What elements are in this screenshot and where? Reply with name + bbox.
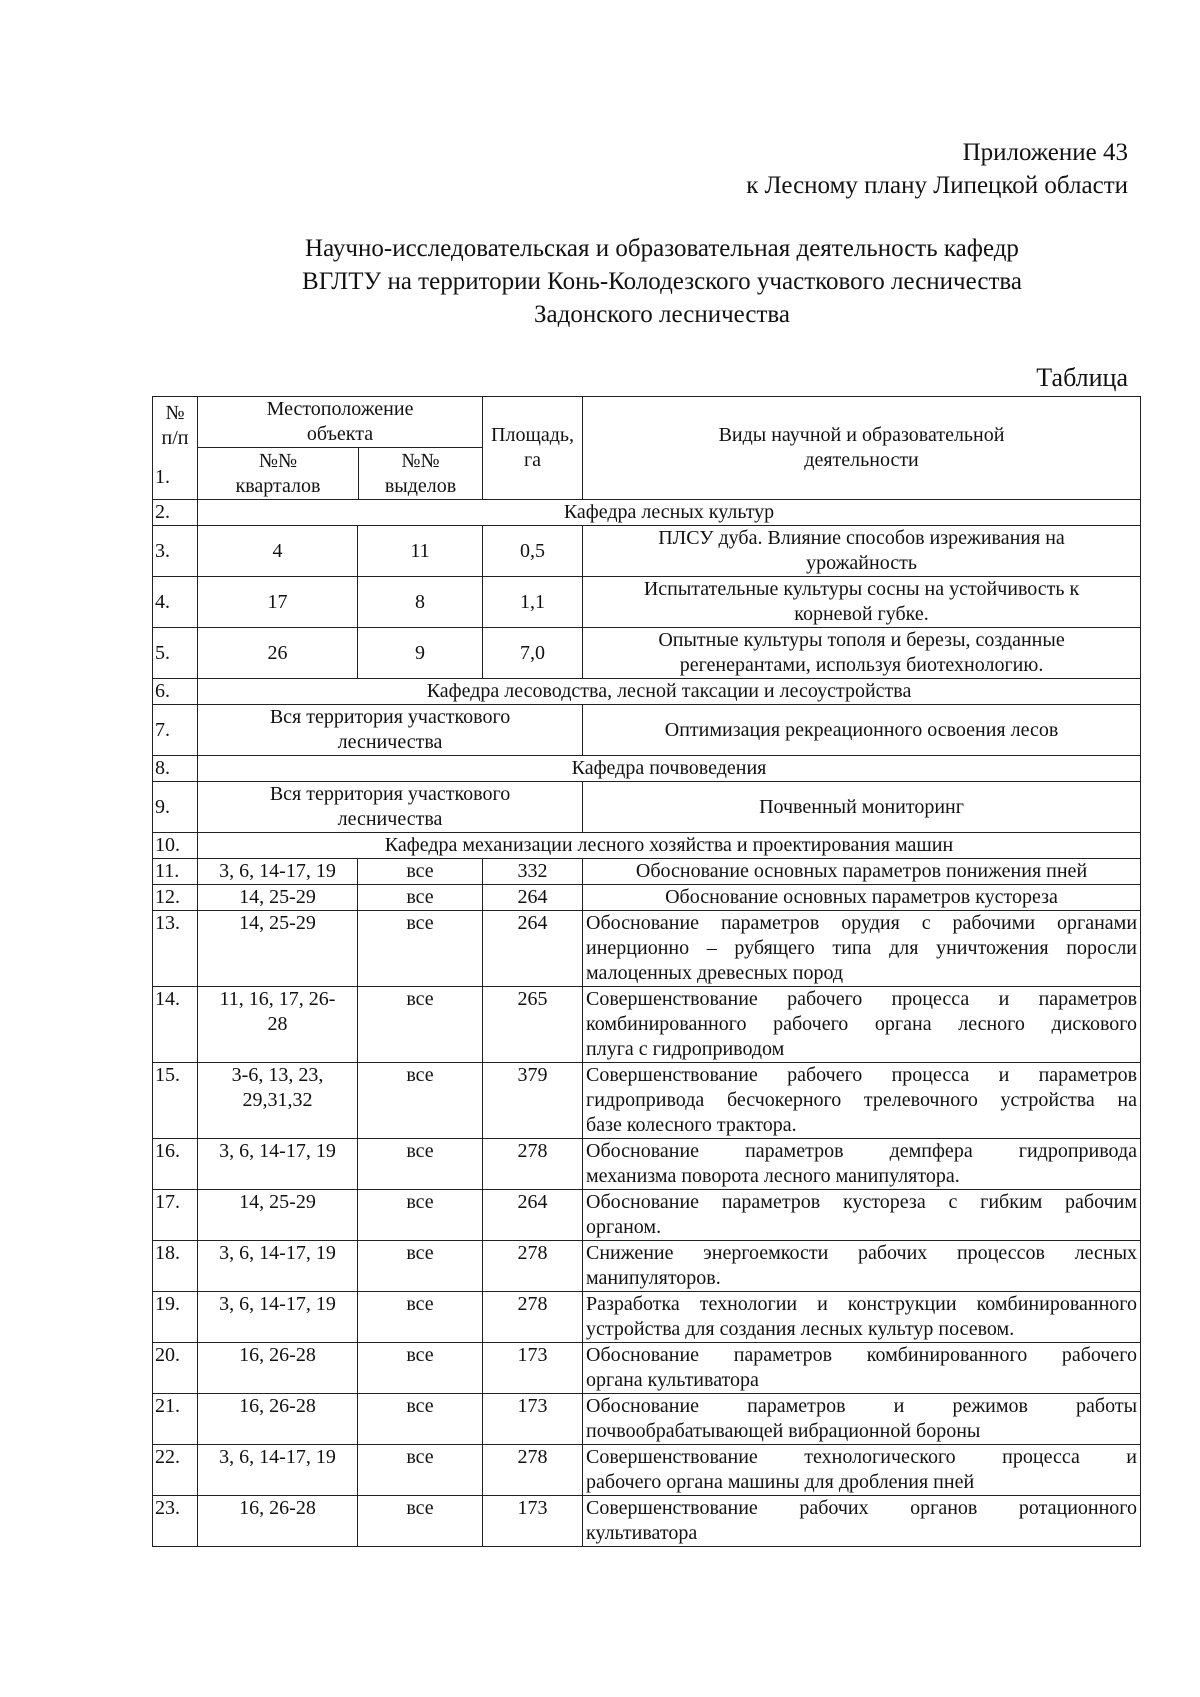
location-line-1: Вся территория участкового [269, 706, 511, 728]
document-title [140, 232, 1184, 331]
activity-cell [583, 1343, 1141, 1394]
plots-cell: все [358, 885, 483, 911]
plots-cell: все [358, 1190, 483, 1241]
activity-line-1: Совершенствование рабочего процесса и параметров [586, 988, 1138, 1010]
table-row [153, 705, 1141, 756]
section-row [153, 833, 1141, 859]
row-number: 6. [153, 679, 198, 705]
activity-line-2: манипуляторов. [586, 1267, 721, 1289]
quarters-line-1: 3-6, 13, 23, [231, 1064, 324, 1086]
row-number: 4. [153, 577, 198, 628]
activity-cell [583, 911, 1141, 987]
quarters-cell: 3, 6, 14-17, 19 [198, 1292, 358, 1343]
activity-cell [583, 1190, 1141, 1241]
area-cell: 278 [483, 1241, 583, 1292]
location-line-2: лесничества [337, 808, 443, 830]
activity-line-2: механизма поворота лесного манипулятора. [586, 1165, 960, 1187]
table-row [153, 911, 1141, 987]
activity-table [152, 396, 1141, 1547]
header-location [198, 397, 483, 500]
section-row [153, 756, 1141, 782]
activity-cell: Обоснование основных параметров кустореза [583, 885, 1141, 911]
activity-line-2: регенерантами, используя биотехнологию. [679, 654, 1044, 676]
header-area [483, 397, 583, 500]
location-line-2: лесничества [337, 731, 443, 753]
activity-cell [583, 1496, 1141, 1547]
activity-line-2: органа культиватора [586, 1369, 759, 1391]
activity-line-1: Разработка технологии и конструкции комбинированного [586, 1293, 1138, 1315]
department-name: Кафедра лесных культур [198, 500, 1141, 526]
header-quarters-symbol: №№ [258, 449, 298, 472]
plots-cell: 8 [358, 577, 483, 628]
plots-cell: все [358, 1343, 483, 1394]
row-number: 18. [153, 1241, 198, 1292]
plots-cell: все [358, 1394, 483, 1445]
quarters-cell: 16, 26-28 [198, 1394, 358, 1445]
area-cell: 278 [483, 1139, 583, 1190]
row-number: 20. [153, 1343, 198, 1394]
activity-line-2: гидропривода бесчокерного трелевочного устройства на [586, 1089, 1138, 1111]
quarters-cell: 4 [198, 526, 358, 577]
activity-line-2: инерционно – рубящего типа для уничтожения поросли [586, 937, 1138, 959]
activity-line-2: органом. [586, 1216, 662, 1238]
activity-cell [583, 1139, 1141, 1190]
activity-line-1: Обоснование параметров и режимов работы [586, 1395, 1138, 1417]
row-number: 23. [153, 1496, 198, 1547]
table-row [153, 628, 1141, 679]
row-number: 9. [153, 782, 198, 833]
header-types-line-1: Виды научной и образовательной [718, 424, 1005, 446]
quarters-cell: 3, 6, 14-17, 19 [198, 1445, 358, 1496]
header-number [153, 397, 198, 500]
activity-cell: Обоснование основных параметров понижения пней [583, 859, 1141, 885]
area-cell: 379 [483, 1063, 583, 1139]
activity-cell [583, 1063, 1141, 1139]
area-cell: 173 [483, 1394, 583, 1445]
area-cell: 265 [483, 987, 583, 1063]
row-number: 22. [153, 1445, 198, 1496]
section-row [153, 679, 1141, 705]
quarters-cell: 3, 6, 14-17, 19 [198, 1241, 358, 1292]
quarters-cell [198, 987, 358, 1063]
row-number: 15. [153, 1063, 198, 1139]
area-cell: 264 [483, 1190, 583, 1241]
activity-cell [583, 1394, 1141, 1445]
activity-line-2: устройства для создания лесных культур посевом. [586, 1318, 1015, 1340]
activity-line-1: ПЛСУ дуба. Влияние способов изреживания на [658, 527, 1065, 549]
table-row [153, 859, 1141, 885]
row-number: 16. [153, 1139, 198, 1190]
plots-cell: все [358, 1292, 483, 1343]
title-line-2: ВГЛТУ на территории Конь-Колодезского участкового лесничества [302, 268, 1022, 295]
plots-cell: 11 [358, 526, 483, 577]
activity-cell [583, 987, 1141, 1063]
activity-line-2: почвообрабатывающей вибрационной бороны [586, 1420, 981, 1442]
header-row-index: 1. [155, 465, 170, 488]
quarters-cell: 16, 26-28 [198, 1496, 358, 1547]
quarters-cell: 16, 26-28 [198, 1343, 358, 1394]
department-name: Кафедра лесоводства, лесной таксации и лесоустройства [198, 679, 1141, 705]
area-cell: 332 [483, 859, 583, 885]
activity-cell [583, 526, 1141, 577]
area-cell: 0,5 [483, 526, 583, 577]
activity-line-1: Опытные культуры тополя и березы, созданные [658, 629, 1065, 651]
area-cell: 264 [483, 885, 583, 911]
plots-cell: все [358, 1139, 483, 1190]
header-number-symbol: № [165, 402, 185, 424]
activity-line-1: Обоснование параметров комбинированного рабочего [586, 1344, 1138, 1366]
activity-line-2: корневой губке. [794, 603, 929, 625]
row-number: 11. [153, 859, 198, 885]
header-area-line-1: Площадь, [491, 424, 575, 446]
area-cell: 264 [483, 911, 583, 987]
activity-line-1: Обоснование параметров кустореза с гибким рабочим [586, 1191, 1138, 1213]
area-cell: 173 [483, 1496, 583, 1547]
table-row [153, 1190, 1141, 1241]
activity-line-1: Обоснование параметров демпфера гидропривода [586, 1140, 1138, 1162]
area-cell: 278 [483, 1292, 583, 1343]
activity-cell [583, 577, 1141, 628]
row-number: 12. [153, 885, 198, 911]
plots-cell: все [358, 1496, 483, 1547]
table-row [153, 885, 1141, 911]
row-number: 10. [153, 833, 198, 859]
location-cell [198, 705, 583, 756]
appendix-number: Приложение 43 [962, 139, 1128, 166]
table-row [153, 1292, 1141, 1343]
activity-line-3: плуга с гидроприводом [586, 1038, 785, 1060]
quarters-line-2: 28 [267, 1013, 288, 1035]
activity-cell [583, 1241, 1141, 1292]
area-cell: 1,1 [483, 577, 583, 628]
quarters-cell: 3, 6, 14-17, 19 [198, 859, 358, 885]
activity-cell: Почвенный мониторинг [583, 782, 1141, 833]
location-line-1: Вся территория участкового [269, 783, 511, 805]
quarters-cell: 14, 25-29 [198, 885, 358, 911]
plots-cell: все [358, 911, 483, 987]
quarters-line-2: 29,31,32 [242, 1089, 313, 1111]
header-activity-types [583, 397, 1141, 500]
table-row [153, 782, 1141, 833]
appendix-reference: к Лесному плану Липецкой области [746, 172, 1128, 199]
table-row [153, 1496, 1141, 1547]
row-number: 5. [153, 628, 198, 679]
activity-line-3: малоценных древесных пород [586, 962, 844, 984]
row-number: 2. [153, 500, 198, 526]
table-row [153, 1445, 1141, 1496]
header-location-line-1: Местоположение [266, 398, 414, 420]
activity-cell [583, 628, 1141, 679]
quarters-cell: 17 [198, 577, 358, 628]
header-area-line-2: га [523, 449, 542, 471]
header-number-abbr: п/п [161, 427, 189, 449]
activity-line-1: Совершенствование рабочих органов ротационного [586, 1497, 1138, 1519]
header-types-line-2: деятельности [804, 449, 919, 471]
activity-line-2: комбинированного рабочего органа лесного дискового [586, 1013, 1138, 1035]
activity-line-1: Обоснование параметров орудия с рабочими органами [586, 912, 1138, 934]
table-row [153, 1063, 1141, 1139]
plots-cell: все [358, 1445, 483, 1496]
activity-line-1: Снижение энергоемкости рабочих процессов лесных [586, 1242, 1138, 1264]
quarters-line-1: 11, 16, 17, 26- [219, 988, 336, 1010]
activity-line-3: базе колесного трактора. [586, 1114, 797, 1136]
quarters-cell: 26 [198, 628, 358, 679]
activity-line-2: урожайность [806, 552, 917, 574]
header-quarters: кварталов [235, 474, 321, 497]
title-line-1: Научно-исследовательская и образовательная деятельность кафедр [305, 235, 1019, 262]
activity-line-1: Совершенствование технологического процесса и [586, 1446, 1138, 1468]
table-row [153, 526, 1141, 577]
table-row [153, 1241, 1141, 1292]
table-row [153, 1139, 1141, 1190]
department-name: Кафедра почвоведения [198, 756, 1141, 782]
quarters-cell: 14, 25-29 [198, 1190, 358, 1241]
row-number: 14. [153, 987, 198, 1063]
activity-line-1: Совершенствование рабочего процесса и параметров [586, 1064, 1138, 1086]
row-number: 21. [153, 1394, 198, 1445]
plots-cell: все [358, 987, 483, 1063]
plots-cell: 9 [358, 628, 483, 679]
area-cell: 278 [483, 1445, 583, 1496]
table-row [153, 1343, 1141, 1394]
location-cell [198, 782, 583, 833]
section-row [153, 500, 1141, 526]
header-plots-symbol: №№ [401, 449, 440, 472]
activity-cell [583, 1445, 1141, 1496]
quarters-cell: 3, 6, 14-17, 19 [198, 1139, 358, 1190]
header-location-line-2: объекта [306, 423, 374, 445]
activity-line-1: Испытательные культуры сосны на устойчивость к [643, 578, 1080, 600]
activity-cell: Оптимизация рекреационного освоения лесов [583, 705, 1141, 756]
area-cell: 173 [483, 1343, 583, 1394]
table-label: Таблица [1036, 363, 1128, 392]
plots-cell: все [358, 1063, 483, 1139]
plots-cell: все [358, 859, 483, 885]
table-header-row [153, 397, 1141, 500]
area-cell: 7,0 [483, 628, 583, 679]
activity-line-2: рабочего органа машины для дробления пней [586, 1471, 975, 1493]
row-number: 8. [153, 756, 198, 782]
appendix-caption [746, 136, 1128, 202]
title-line-3: Задонского лесничества [533, 301, 790, 328]
row-number: 17. [153, 1190, 198, 1241]
activity-line-2: культиватора [586, 1522, 698, 1544]
department-name: Кафедра механизации лесного хозяйства и проектирования машин [198, 833, 1141, 859]
table-row [153, 577, 1141, 628]
row-number: 13. [153, 911, 198, 987]
plots-cell: все [358, 1241, 483, 1292]
header-plots: выделов [384, 474, 457, 497]
row-number: 3. [153, 526, 198, 577]
table-row [153, 1394, 1141, 1445]
row-number: 19. [153, 1292, 198, 1343]
row-number: 7. [153, 705, 198, 756]
activity-cell [583, 1292, 1141, 1343]
table-row [153, 987, 1141, 1063]
quarters-cell: 14, 25-29 [198, 911, 358, 987]
quarters-cell [198, 1063, 358, 1139]
